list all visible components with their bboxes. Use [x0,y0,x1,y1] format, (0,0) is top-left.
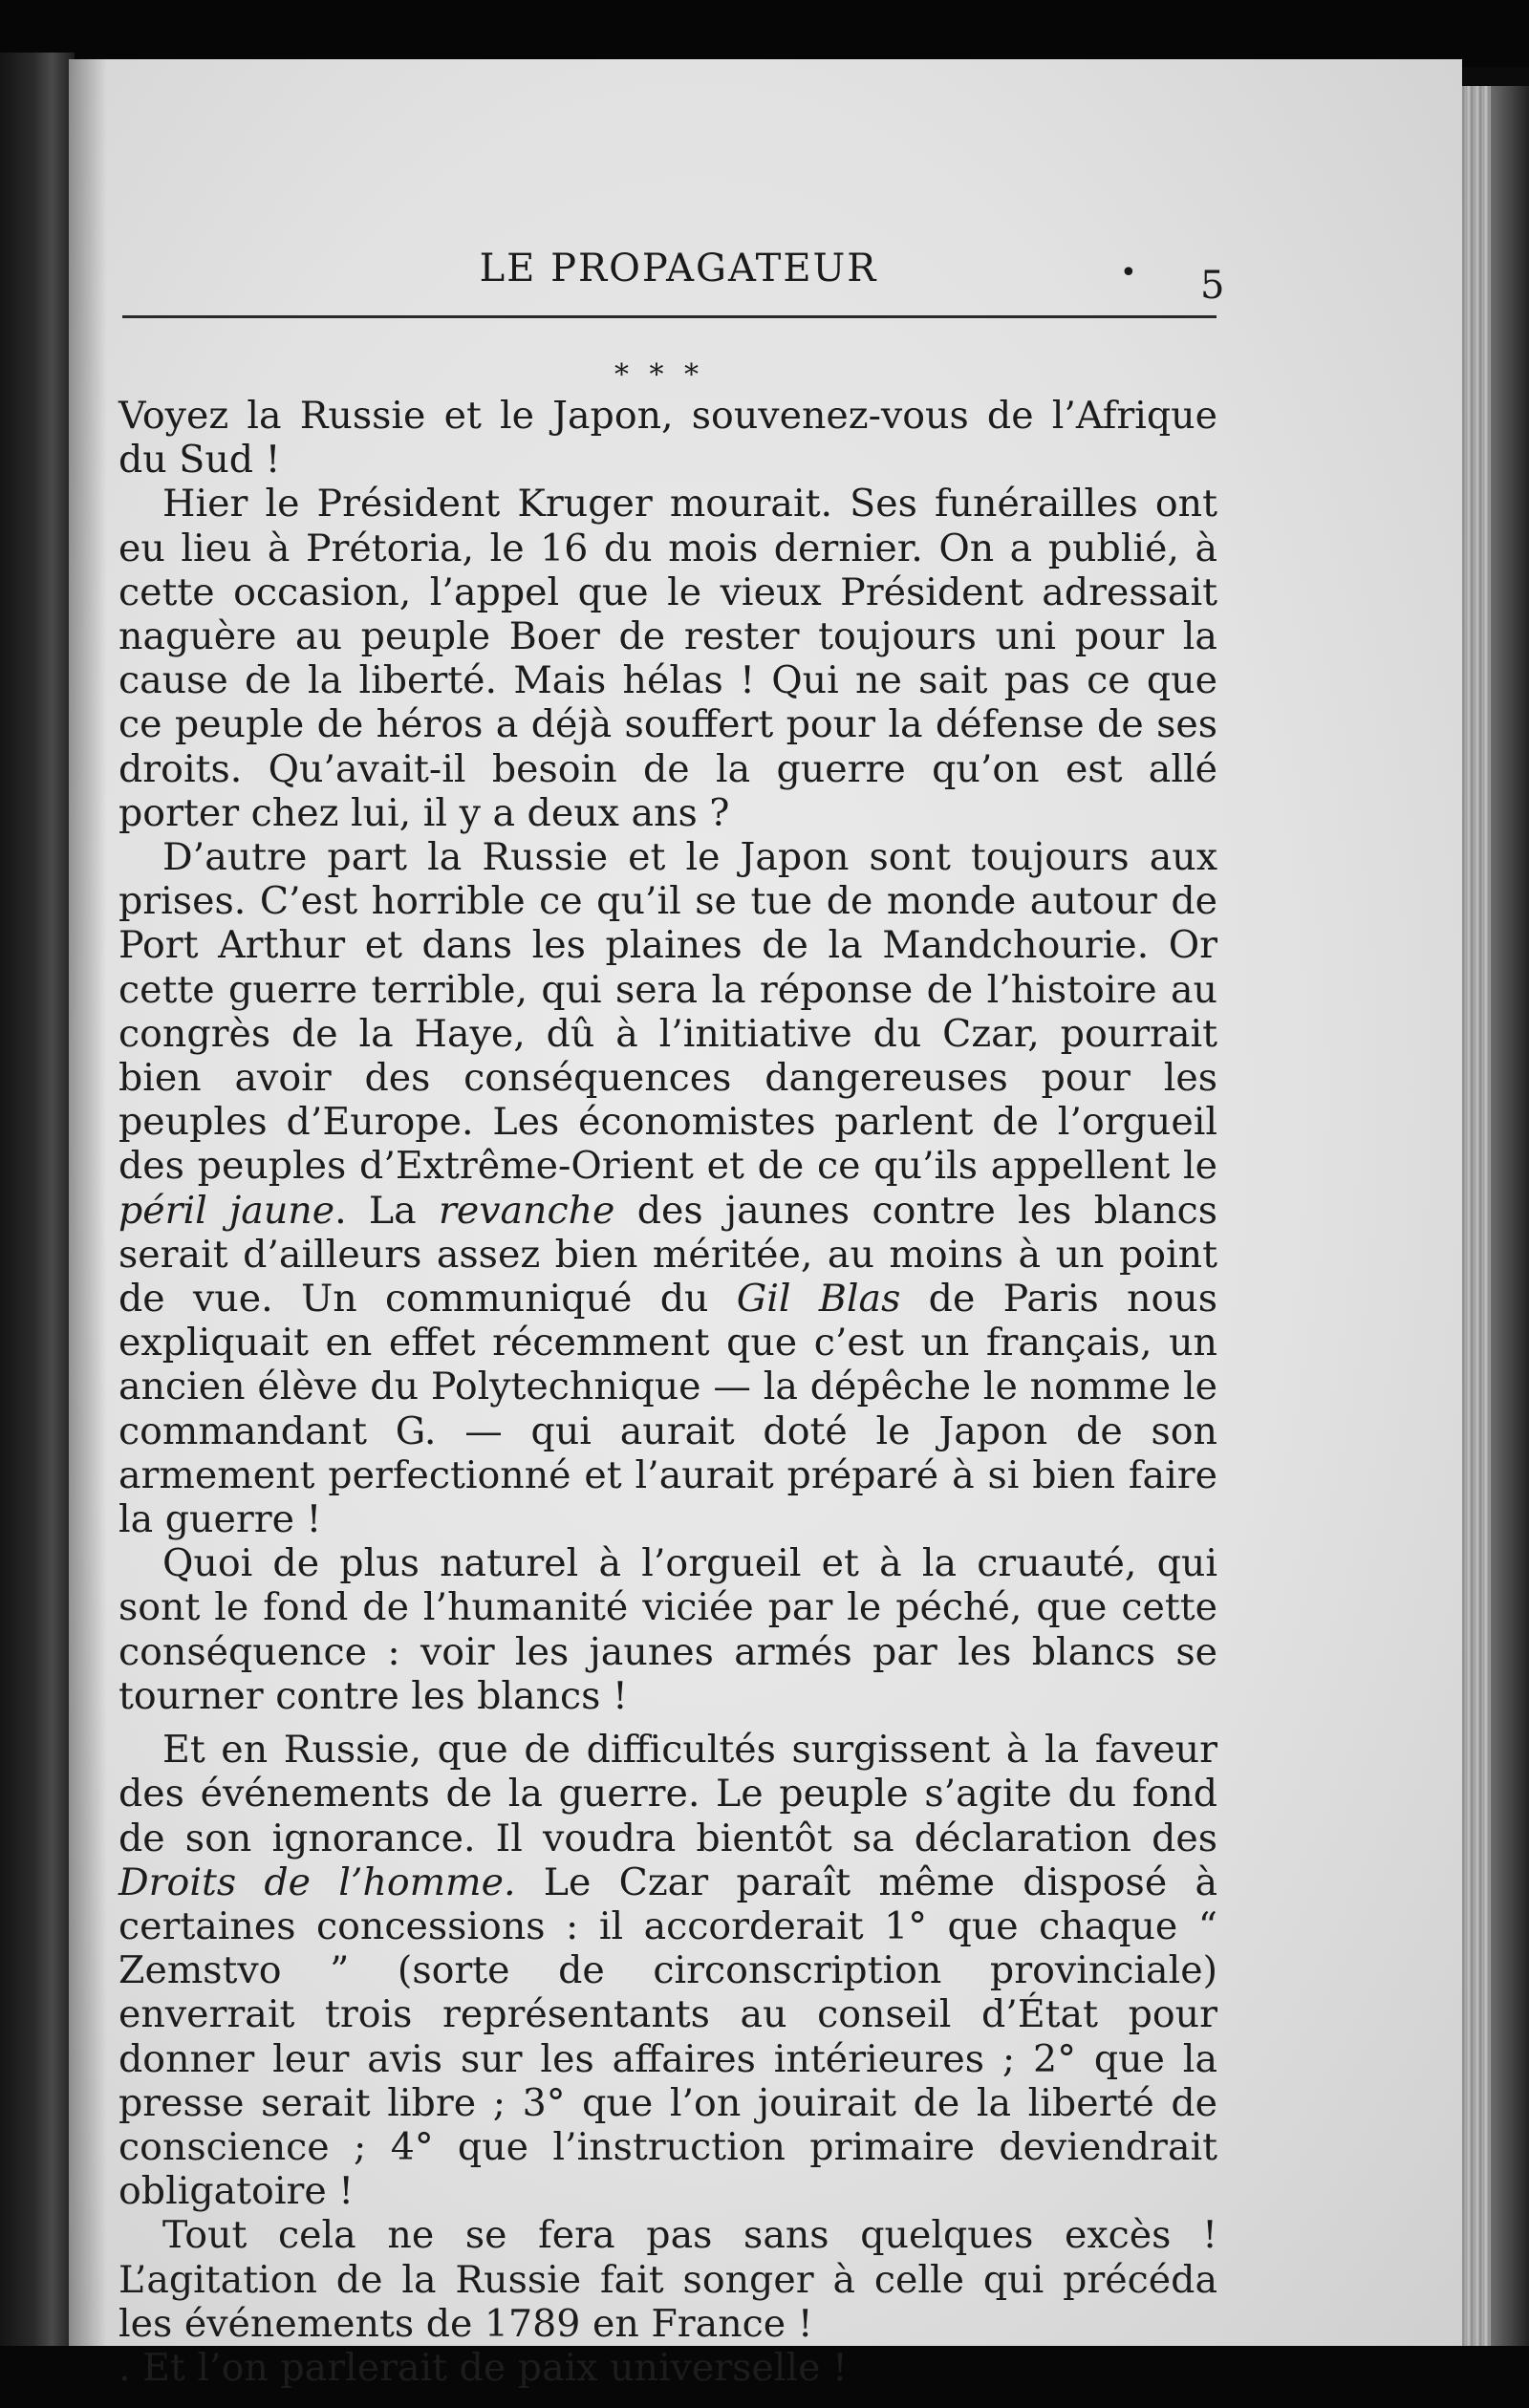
gutter-shadow [69,59,107,2353]
paragraph-1 [118,394,1217,482]
paragraph-7-text: . Et l’on parlerait de paix universelle ! [118,2345,848,2390]
article-body [118,394,1217,2390]
paragraph-6 [118,2213,1217,2346]
paragraph-4 [118,1541,1217,1718]
paragraph-3-text-c: des jaunes contre les blancs serait d’ailleurs assez bien méritée, au moins à un point de vue. Un communiqué du [118,1188,1217,1322]
section-asterism: * * * [614,358,705,392]
paragraph-4-text: Quoi de plus naturel à l’orgueil et à la cruauté, qui sont le fond de l’humanité viciée par le péché, que cette conséquence : voir les jaunes armés par les blancs se tourner contre les blancs ! [118,1541,1217,1718]
paragraph-3-text-a: D’autre part la Russie et le Japon sont toujours aux prises. C’est horrible ce qu’il se tue de monde autour de Port Arthur et dans les plaines de la Mandchourie. Or cette guerre terrible, qui sera la réponse de l’histoire au congrès de la Haye, dû à l’initiative du Czar, pourrait bien avoir des conséquences dangereuses pour les peuples d’Europe. Les économistes parlent de l’orgueil des peuples d’Extrême-Orient et de ce qu’ils appellent le [118,835,1217,1189]
paragraph-3-text-d: de Paris nous expliquait en effet récemment que c’est un français, un ancien élève du Polytechnique — la dépêche le nomme le commandant G. — qui aurait doté le Japon de son armement perfectionné et l’aurait préparé à si bien faire la guerre ! [118,1277,1217,1542]
paragraph-2-text: Hier le Président Kruger mourait. Ses funérailles ont eu lieu à Prétoria, le 16 du mois dernier. On a publié, à cette occasion, l’appel que le vieux Président adressait naguère au peuple Boer de rester toujours uni pour la cause de la liberté. Mais hélas ! Qui ne sait pas ce que ce peuple de héros a déjà souffert pour la défense de ses droits. Qu’avait-il besoin de la guerre qu’on est allé porter chez lui, il y a deux ans ? [118,482,1217,835]
paragraph-2 [118,482,1217,835]
paragraph-1-text: Voyez la Russie et le Japon, souvenez-vous de l’Afrique du Sud ! [118,394,1217,483]
paragraph-7 [118,2346,1217,2390]
header-rule [122,315,1217,318]
paragraph-5-text-a: Et en Russie, que de difficultés surgissent à la faveur des événements de la guerre. Le peuple s’agite du fond de son ignorance. Il voudra bientôt sa déclaration des [118,1728,1217,1860]
italic-revanche: revanche [438,1188,615,1233]
paragraph-3 [118,835,1217,1541]
paragraph-5-text-b: Le Czar paraît même disposé à certaines concessions : il accorderait 1° que chaque “ Zemstvo ” (sorte de circonscription provinciale) enverrait trois représentants au conseil d’État pour donner leur avis sur les affaires intérieures ; 2° que la presse serait libre ; 3° que l’on jouirait de la liberté de conscience ; 4° que l’instruction primaire deviendrait obligatoire ! [118,1860,1217,2214]
paragraph-5 [118,1728,1217,2213]
italic-droits-de-lhomme: Droits de l’homme. [118,1860,516,1904]
book-binding-left [0,53,75,2408]
scan-top-border [0,0,1529,67]
header-mark: • [1120,256,1137,290]
page-number: 5 [1200,264,1225,308]
italic-gil-blas: Gil Blas [736,1277,901,1322]
running-head: LE PROPAGATEUR [479,247,878,290]
page-fore-edge-shadow [1491,86,1529,2351]
paragraph-6-text: Tout cela ne se fera pas sans quelques excès ! L’agitation de la Russie fait songer à celle qui précéda les événements de 1789 en France ! [118,2213,1217,2346]
italic-peril-jaune: péril jaune [118,1188,335,1233]
paragraph-3-text-b: . La [334,1188,439,1233]
